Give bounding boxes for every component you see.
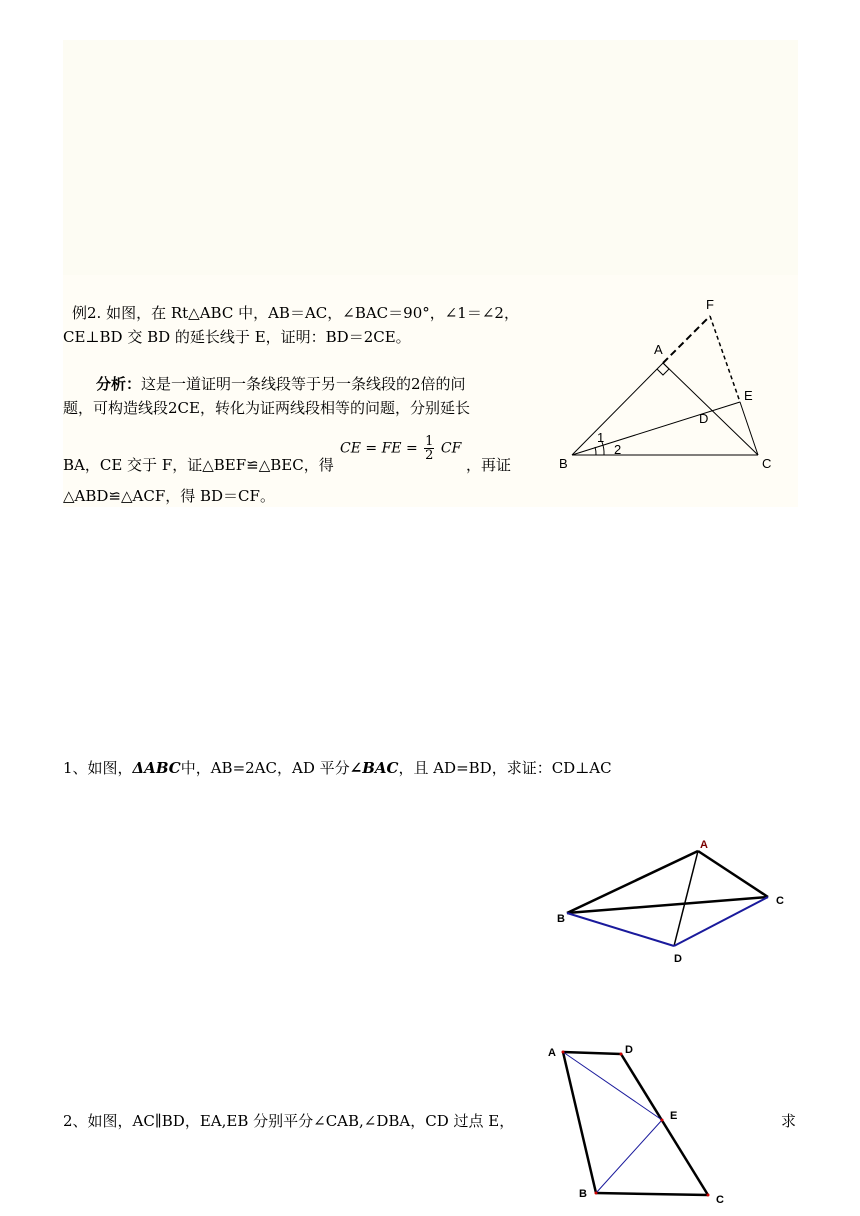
analysis-label: 分析： <box>96 375 142 393</box>
point-e-p2 <box>661 1119 664 1122</box>
label-angle2: 2 <box>614 442 622 457</box>
formula-rhs: CF <box>440 440 462 457</box>
label-c: C <box>762 456 772 471</box>
segment-be <box>572 402 740 455</box>
point-b-p2 <box>595 1192 598 1195</box>
segment-be-p2 <box>596 1120 662 1193</box>
segment-bc-p2 <box>596 1193 708 1195</box>
problem1-text-c: ，且 AD=BD，求证：CD⊥AC <box>398 759 612 777</box>
formula-den: 2 <box>425 448 434 463</box>
problem1-angle: ∠BAC <box>349 759 399 777</box>
problem2-trailing: 求 <box>781 1112 797 1130</box>
point-c-p2 <box>707 1194 710 1197</box>
segment-ad-p1 <box>674 851 698 946</box>
analysis-line2: 题，可构造线段2CE，转化为证两线段相等的问题，分别延长 <box>63 399 470 417</box>
problem1-text-b: 中，AB=2AC，AD 平分 <box>180 759 350 777</box>
analysis-line3a: BA，CE 交于 F，证△BEF≌△BEC，得 <box>63 456 334 474</box>
label-e: E <box>744 388 753 403</box>
label-a: A <box>654 342 663 357</box>
segment-ab-p2 <box>563 1052 596 1193</box>
label-d-p2: D <box>625 1044 633 1056</box>
label-c-p1: C <box>776 895 784 907</box>
label-b-p1: B <box>557 913 565 925</box>
label-angle1: 1 <box>597 430 605 445</box>
right-angle-mark-a <box>657 363 669 375</box>
problem2-figure <box>548 1044 724 1206</box>
segment-ac-p1 <box>698 851 768 897</box>
label-b-p2: B <box>579 1188 587 1200</box>
point-d-p2 <box>620 1053 623 1056</box>
label-f: F <box>706 297 714 312</box>
formula-lhs: CE = FE = <box>340 440 418 457</box>
label-e-p2: E <box>670 1110 678 1122</box>
label-a-p2: A <box>548 1047 556 1059</box>
point-a-p2 <box>562 1051 565 1054</box>
segment-dc-p2 <box>621 1054 708 1195</box>
problem1-triangle: ΔABC <box>132 759 181 777</box>
segment-bd-p1 <box>567 913 674 946</box>
segment-ec <box>740 402 758 455</box>
segment-fe-dashed <box>710 316 740 402</box>
label-d: D <box>699 411 709 426</box>
segment-ad-p2 <box>563 1052 621 1054</box>
label-c-p2: C <box>716 1194 724 1206</box>
example2-line1: 例2. 如图，在 Rt△ABC 中，AB＝AC，∠BAC＝90°，∠1＝∠2， <box>72 304 519 322</box>
label-d-p1: D <box>674 953 682 965</box>
example2-figure <box>559 297 771 471</box>
problem1-text-a: 1、如图， <box>63 759 133 777</box>
label-b: B <box>559 456 568 471</box>
angle1-arc <box>595 447 596 455</box>
label-a-p1: A <box>700 839 708 851</box>
analysis-line3b: ，再证 <box>466 456 512 474</box>
segment-ac <box>663 363 758 455</box>
problem2-statement: 2、如图，AC∥BD，EA,EB 分别平分∠CAB,∠DBA，CD 过点 E， <box>63 1112 515 1130</box>
example2-line2: CE⊥BD 交 BD 的延长线于 E，证明：BD＝2CE。 <box>63 328 411 346</box>
formula-num: 1 <box>425 434 434 449</box>
segment-af-dashed <box>663 316 710 363</box>
analysis-text1: 这是一道证明一条线段等于另一条线段的2倍的问 <box>141 375 466 393</box>
problem1-figure <box>557 839 784 965</box>
analysis-line4: △ABD≌△ACF，得 BD＝CF。 <box>63 487 275 505</box>
segment-ae-p2 <box>563 1052 662 1120</box>
